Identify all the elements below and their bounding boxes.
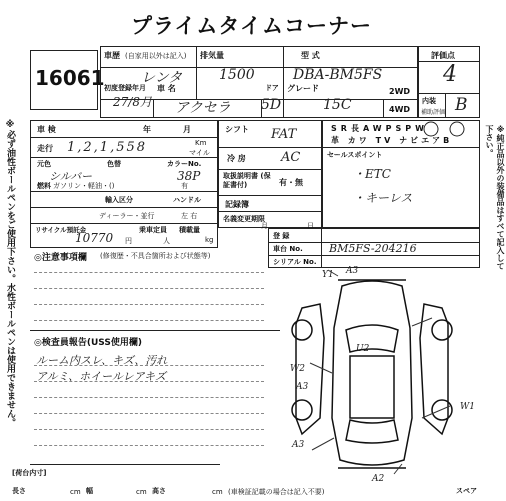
interior-sub: 補助評価 — [421, 109, 446, 116]
rating-label: 評価点 — [431, 51, 455, 60]
displacement-value: 1500 — [219, 67, 255, 83]
name-change-month: 月 — [261, 222, 268, 230]
first-registration-value: 27/8月 — [113, 95, 152, 109]
original-color-label: 元色 — [37, 160, 51, 168]
recycle-value: 10770 — [75, 231, 114, 245]
ac-label: 冷 房 — [227, 154, 246, 163]
mileage-label: 走行 — [37, 144, 53, 153]
damage-mark-a3-rear: A3 — [292, 440, 305, 450]
equipment-circles — [419, 121, 479, 147]
import-value: ディーラー・並行 — [99, 212, 155, 220]
color-number-value: 38P — [177, 169, 201, 183]
interior-label: 内装 — [422, 97, 436, 105]
inspector-line-1: ルーム内スレ、キズ、汚れ — [36, 354, 168, 367]
damage-mark-u2: U2 — [356, 344, 370, 354]
car-name-value: アクセラ — [175, 100, 231, 116]
spec-block — [30, 120, 218, 248]
color-label: 色替 — [107, 160, 121, 168]
equipment-long: 長 — [350, 124, 363, 133]
cargo-length-label: 長さ — [12, 487, 26, 495]
model-label: 型 式 — [301, 51, 320, 60]
grade-label: グレード — [287, 84, 319, 93]
grade-value: 15C — [323, 97, 352, 113]
interior-rating: B — [455, 95, 468, 115]
import-label: 輸入区分 — [105, 196, 133, 204]
damage-mark-a3-front: A3 — [346, 266, 359, 276]
history-label: 車歴 — [104, 51, 120, 60]
equipment-t: T — [375, 136, 385, 145]
cargo-length-unit: cm — [70, 488, 81, 496]
equipment-block — [322, 120, 480, 228]
equipment-r: R — [340, 124, 351, 133]
mileage-unit-km: Km — [195, 139, 207, 147]
serial-label: シリアル No. — [273, 258, 317, 266]
drive-2wd: 2WD — [389, 87, 411, 96]
payload-unit: kg — [205, 236, 214, 244]
equipment-pw-w: W — [415, 124, 428, 133]
equipment-navi: ナビ — [399, 136, 422, 145]
mileage-value: 1,2,1,558 — [67, 140, 148, 155]
history-note: (自家用以外は記入) — [125, 52, 187, 60]
lot-number: 16061 — [35, 66, 105, 90]
equipment-airbag: エア — [421, 136, 444, 145]
first-registration-label: 初度登録年月 — [104, 84, 146, 92]
rating-box — [418, 46, 480, 118]
registration-block — [268, 228, 480, 268]
pen-warning-note: ※必ず油性ボールペンをご使用下さい。水性ボールペンは使用できません。 — [5, 120, 15, 427]
recycle-label: リサイクル預託金 — [35, 226, 87, 234]
color-number-label: カラーNo. — [167, 160, 202, 168]
capacity-label: 乗車定員 — [139, 226, 167, 234]
notes-title: ◎注意事項欄 — [34, 253, 87, 263]
handle-label: ハンドル — [173, 196, 201, 204]
rating-overall: 4 — [443, 62, 457, 87]
inspection-year-suffix: 年 — [143, 125, 151, 134]
recycle-unit: 円 — [125, 237, 132, 245]
history-value: レンタ — [141, 70, 183, 86]
chassis-label: 車台 No. — [273, 245, 303, 253]
cargo-title: [荷台内寸] — [12, 469, 47, 477]
selling-points-label: セールスポイント — [327, 151, 383, 159]
color-value: シルバー — [49, 170, 92, 183]
payload-label: 積載量 — [179, 226, 200, 234]
damage-mark-a3-left: A3 — [296, 382, 309, 392]
registration-label: 登 録 — [273, 232, 290, 240]
equipment-row-1 — [331, 123, 428, 134]
auction-title: プライムタイムコーナー — [131, 14, 372, 38]
warranty-label: 取扱説明書 (保証書付) — [223, 172, 271, 189]
damage-mark-w1: W1 — [460, 402, 475, 412]
spare-label: スペア — [456, 487, 477, 495]
damage-mark-a2: A2 — [372, 474, 385, 484]
equipment-leather: 革 — [331, 136, 342, 145]
selling-point-2: ・キーレス — [353, 191, 413, 205]
ac-value: AC — [281, 150, 301, 165]
name-change-label: 名義変更期限 — [223, 215, 265, 223]
equipment-aw: AW — [362, 124, 386, 133]
car-name-label: 車 名 — [157, 84, 176, 93]
doors-value: 5D — [261, 97, 282, 113]
equipment-sunroof: S — [331, 124, 341, 133]
model-value: DBA-BM5FS — [293, 67, 383, 83]
equipment-airbag-b: B — [443, 136, 453, 145]
handle-value: 左 右 — [181, 212, 198, 220]
cargo-height-label: 高さ — [152, 487, 166, 495]
fuel-underline: 有 — [181, 182, 188, 190]
cargo-width-unit: cm — [136, 488, 147, 496]
inspection-label: 車 検 — [37, 125, 56, 134]
equipment-ps: P — [385, 124, 396, 133]
displacement-label: 排気量 — [200, 51, 224, 60]
doors-label: ドア — [265, 84, 279, 92]
shift-label: シフト — [225, 125, 249, 134]
equipment-s: S — [395, 124, 406, 133]
record-label: 記録簿 — [225, 200, 249, 209]
vehicle-info-grid — [100, 46, 418, 118]
drive-4wd: 4WD — [389, 105, 411, 114]
inspection-month-suffix: 月 — [183, 125, 191, 134]
lot-number-box — [30, 50, 105, 110]
damage-mark-w2: W2 — [290, 364, 305, 374]
fuel-label: 燃料 — [37, 182, 51, 190]
fuel-value: ガソリン・軽油・() — [53, 182, 115, 190]
damage-mark-y1: Y1 — [322, 270, 334, 280]
inspector-title: ◎検査員報告(USS使用欄) — [34, 338, 142, 348]
chassis-value: BM5FS-204216 — [329, 242, 417, 255]
cargo-width-label: 幅 — [86, 487, 93, 495]
shift-value: FAT — [271, 127, 297, 142]
warranty-value: 有・無 — [279, 178, 303, 187]
selling-point-1: ・ETC — [353, 167, 391, 181]
equipment-kawa: カワ — [347, 136, 370, 145]
cargo-note: (車検証記載の場合は記入不要) — [228, 488, 325, 496]
cargo-height-unit: cm — [212, 488, 223, 496]
inspector-line-2: アルミ、ホイールレアキズ — [36, 370, 166, 383]
mileage-unit-mile: マイル — [189, 149, 210, 157]
equipment-pw-p: P — [405, 124, 416, 133]
notes-subtitle: (修復歴・不具合箇所および状態等) — [100, 252, 211, 260]
equipment-note: ※純正品以外の装備品はすべて記入して下さい。 — [485, 125, 505, 270]
capacity-unit: 人 — [163, 237, 170, 245]
name-change-day: 日 — [307, 222, 314, 230]
equipment-v: V — [384, 136, 394, 145]
middle-spec-block — [218, 120, 322, 228]
